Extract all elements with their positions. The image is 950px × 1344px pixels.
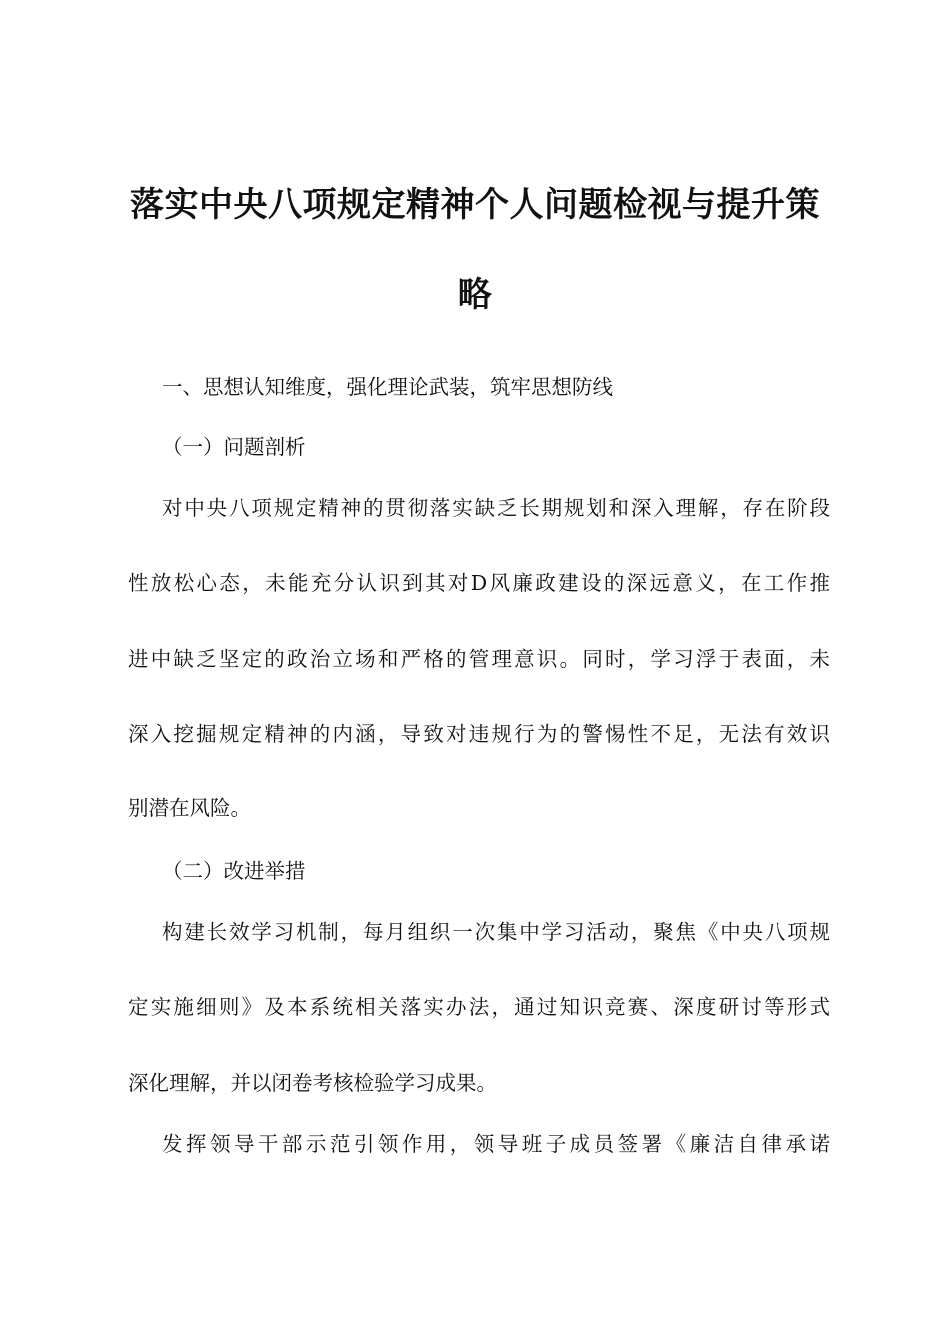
paragraph-line: 定实施细则》及本系统相关落实办法，通过知识竞赛、深度研讨等形式 (128, 995, 830, 1019)
paragraph-line: 对中央八项规定精神的贯彻落实缺乏长期规划和深入理解，存在阶段 (162, 496, 830, 520)
document-title: 落实中央八项规定精神个人问题检视与提升策略 (130, 185, 820, 315)
paragraph-line: 进中缺乏坚定的政治立场和严格的管理意识。同时，学习浮于表面，未 (128, 647, 830, 671)
section-heading: 一、思想认知维度，强化理论武装，筑牢思想防线 (162, 375, 613, 399)
paragraph-line: 深化理解，并以闭卷考核检验学习成果。 (128, 1071, 497, 1095)
paragraph-line: 别潜在风险。 (128, 796, 251, 820)
paragraph-line: 深入挖掘规定精神的内涵，导致对违规行为的警惕性不足，无法有效识 (128, 722, 830, 746)
paragraph-line: 构建长效学习机制，每月组织一次集中学习活动，聚焦《中央八项规 (162, 920, 830, 944)
paragraph-line: 发挥领导干部示范引领作用，领导班子成员签署《廉洁自律承诺 (162, 1132, 830, 1156)
subsection-heading: （一）问题剖析 (162, 435, 306, 459)
paragraph-line: 性放松心态，未能充分认识到其对D风廉政建设的深远意义，在工作推 (128, 571, 830, 595)
subsection-heading: （二）改进举措 (162, 859, 306, 883)
